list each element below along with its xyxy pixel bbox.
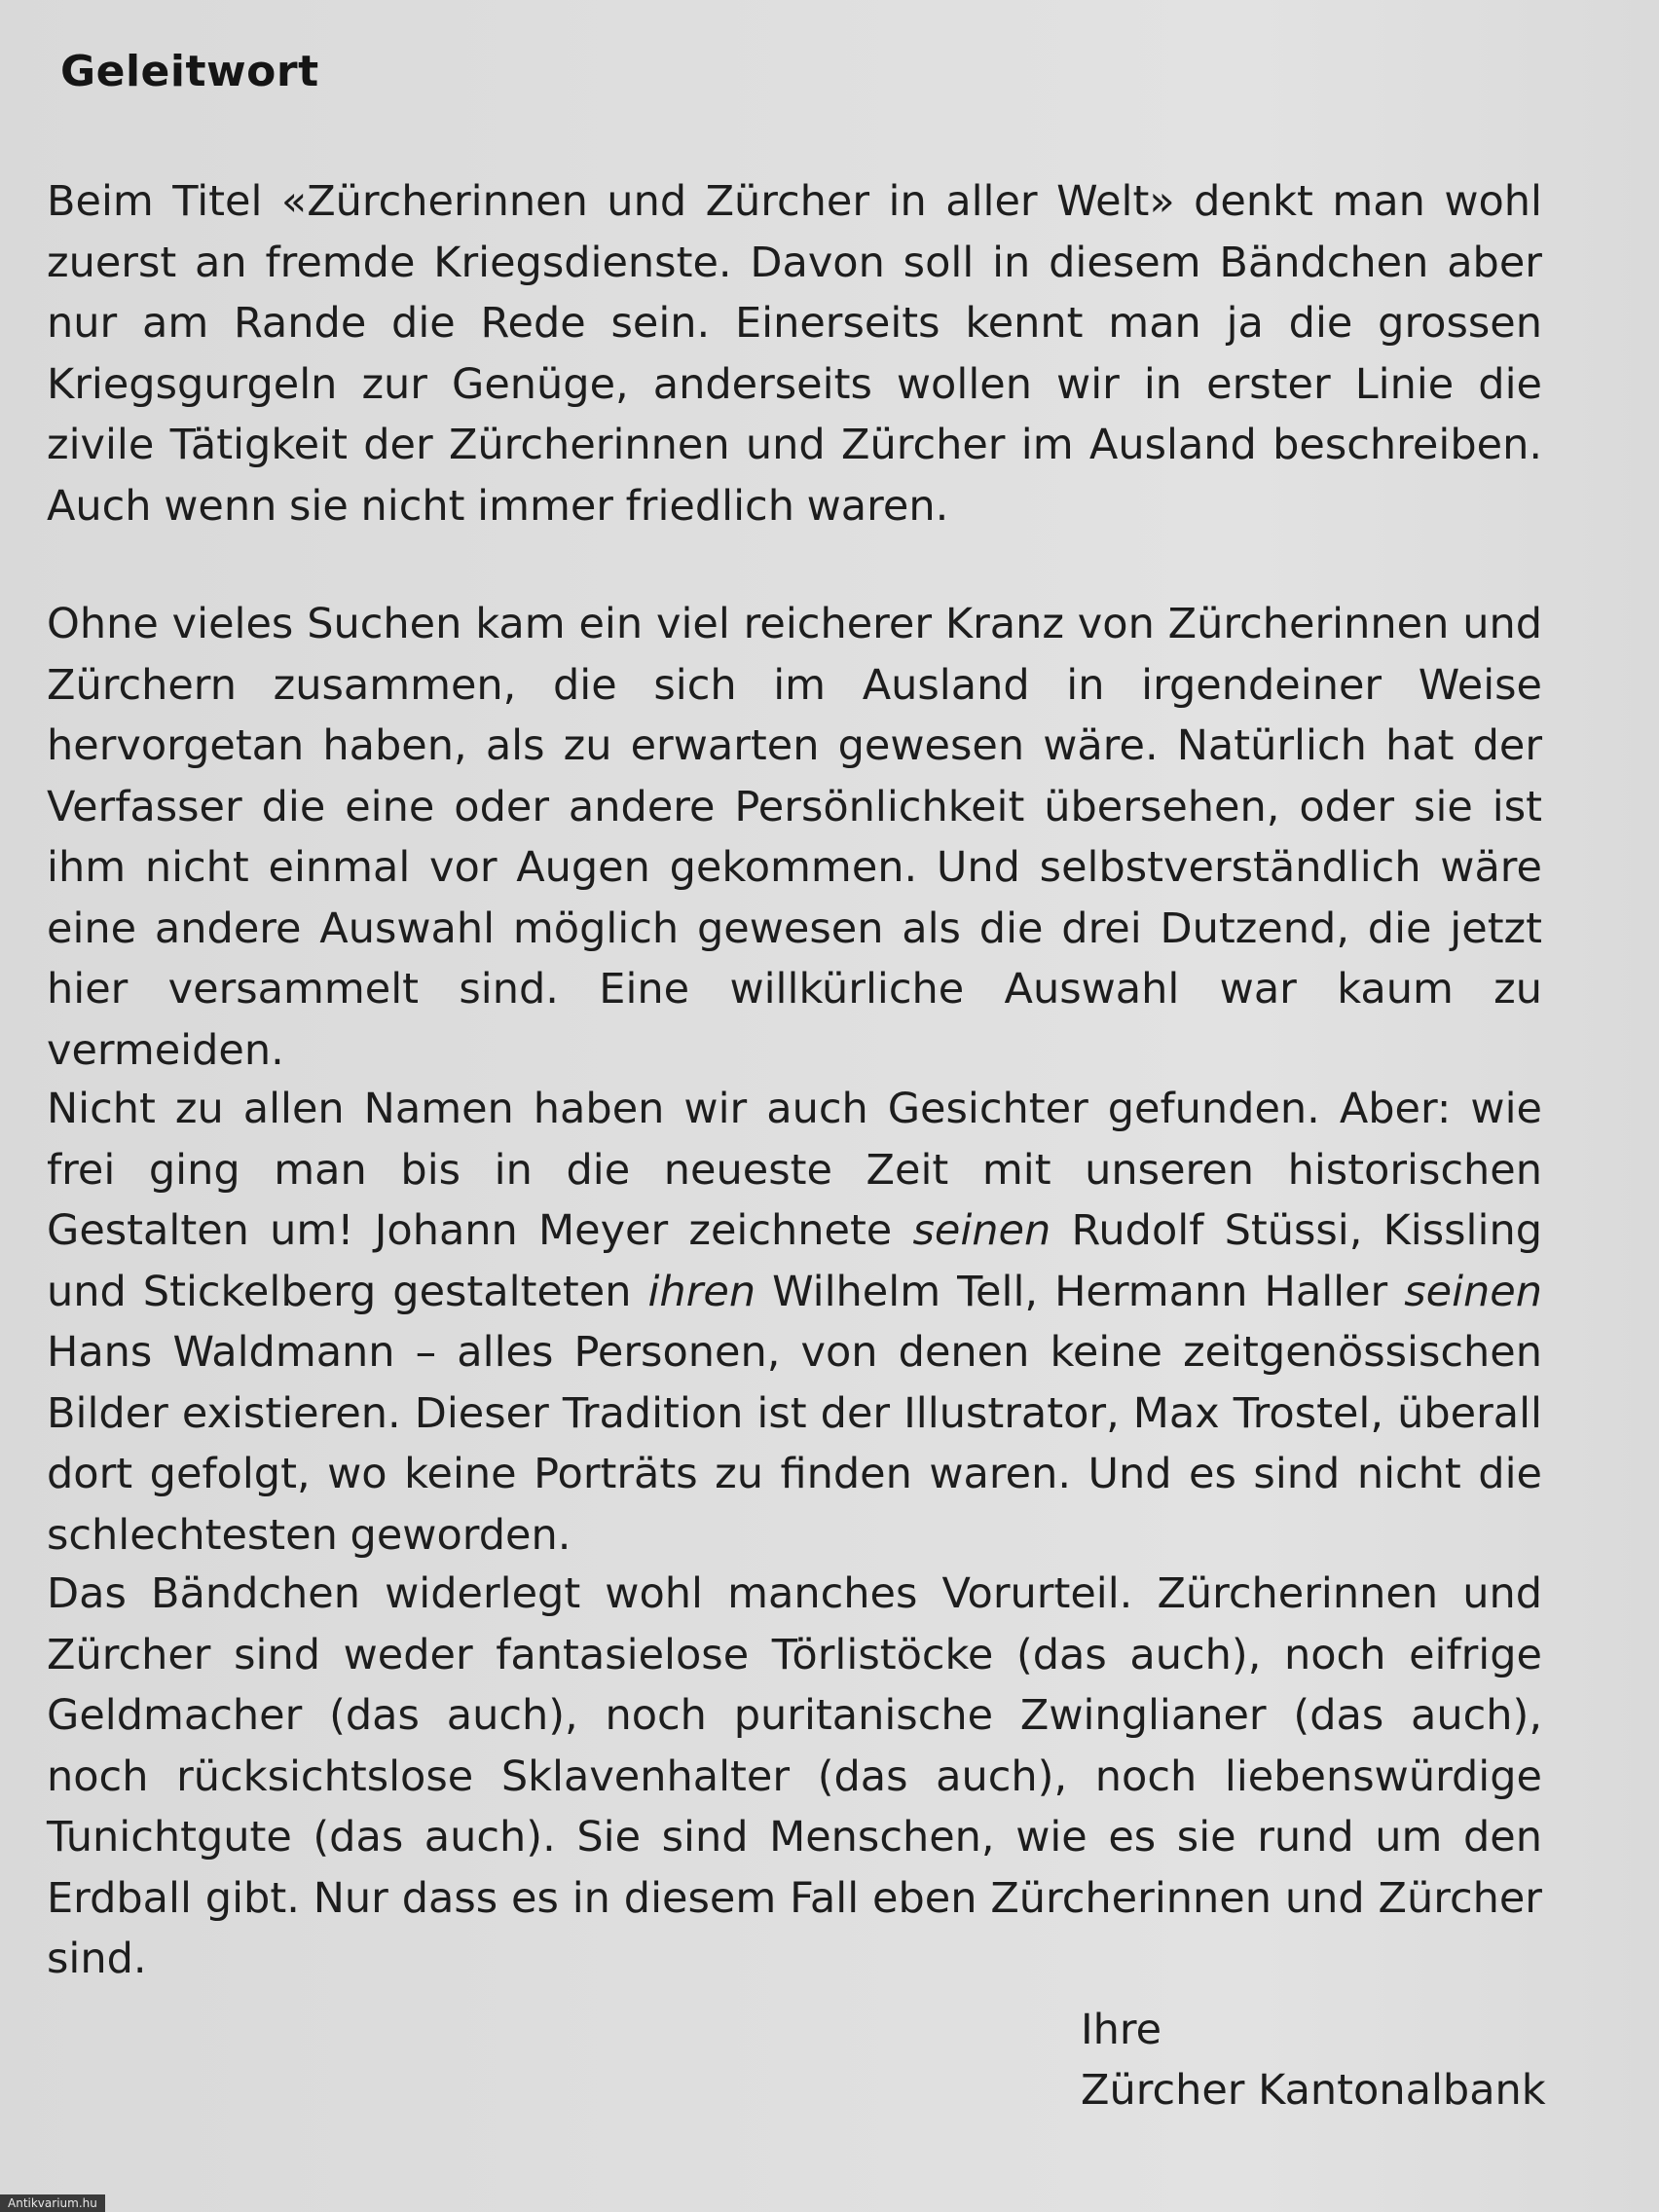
paragraph-1: Beim Titel «Zürcherinnen und Zürcher in aller Welt» denkt man wohl zuerst an fremde Kriegsdienste. Davon soll in diesem Bändchen aber nur am Rande die Rede sein. Einerseits kennt man ja die grossen Kriegsgurgeln zur Genüge, anderseits wollen wir in erster Linie die zivile Tätigkeit der Zürcherinnen und Zürcher im Ausland beschreiben. Auch wenn sie nicht immer friedlich waren. [47,177,1542,531]
paragraph-3-emphasis-1: seinen [912,1206,1051,1255]
paragraph-2: Ohne vieles Suchen kam ein viel reicherer Kranz von Zürcherinnen und Zürchern zusammen, die sich im Ausland in irgendeiner Weise hervorgetan haben, als zu erwarten gewesen wäre. Natürlich hat der Verfasser die eine oder andere Persönlichkeit übersehen, oder sie ist ihm nicht einmal vor Augen gekommen. Und selbstverständlich wäre eine andere Auswahl möglich gewesen als die drei Dutzend, die jetzt hier versammelt sind. Eine willkürliche Auswahl war kaum zu vermeiden. [47,600,1542,1075]
paragraph-3-text-3: Wilhelm Tell, Hermann Haller [756,1267,1405,1316]
paragraph-3-text-2: Rudolf Stüssi, Kissling und Stickelberg gestalteten [47,1206,1542,1316]
paragraph-3-text-1: Nicht zu allen Namen haben wir auch Gesichter gefunden. Aber: wie frei ging man bis in die neueste Zeit mit unseren historischen Gestalten um! Johann Meyer zeichnete [47,1085,1542,1255]
paragraph-3 [47,1079,1542,1566]
page-title: Geleitwort [60,47,319,96]
paragraph-4: Das Bändchen widerlegt wohl manches Vorurteil. Zürcherinnen und Zürcher sind weder fantasielose Törlistöcke (das auch), noch eifrige Geldmacher (das auch), noch puritanische Zwinglianer (das auch), noch rücksichtslose Sklavenhalter (das auch), noch liebenswürdige Tunichtgute (das auch). Sie sind Menschen, wie es sie rund um den Erdball gibt. Nur dass es in diesem Fall eben Zürcherinnen und Zürcher sind. [47,1569,1542,1983]
paragraph-3-emphasis-2: ihren [647,1267,756,1316]
watermark-label: Antikvarium.hu [0,2194,105,2212]
signature-salutation: Ihre [1081,2006,1162,2054]
paragraph-3-emphasis-3: seinen [1404,1267,1542,1316]
signature [1081,2000,1546,2120]
paragraph-3-text-4: Hans Waldmann – alles Personen, von denen keine zeitgenössischen Bilder existieren. Dieser Tradition ist der Illustrator, Max Trostel, überall dort gefolgt, wo keine Porträts zu finden waren. Und es sind nicht die schlechtesten geworden. [47,1328,1542,1560]
signature-name: Zürcher Kantonalbank [1081,2066,1546,2115]
